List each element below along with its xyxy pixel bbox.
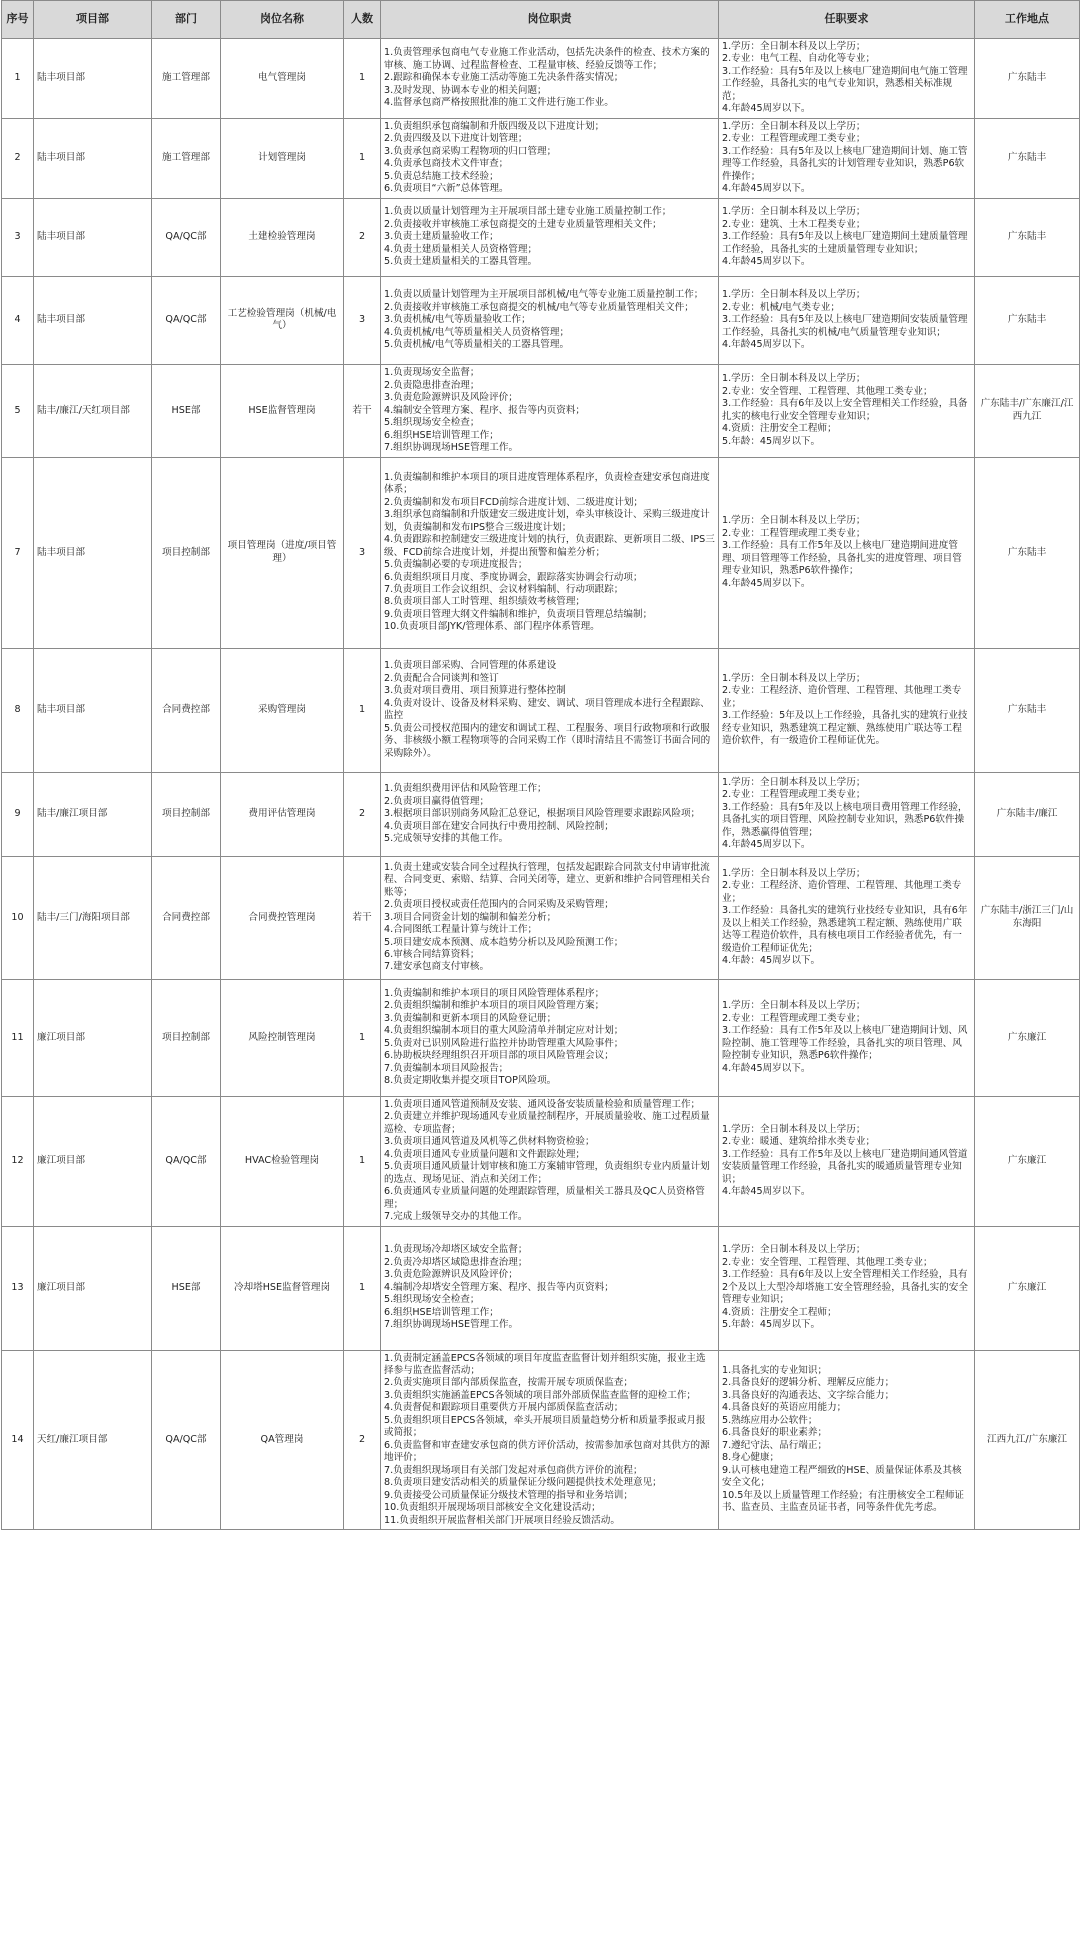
requirements-cell [719, 1350, 975, 1530]
project-cell: 陆丰项目部 [34, 118, 152, 198]
requirement-line: 3.工作经验：具有5年及以上核电厂建造期间电气施工管理工作经验，具备扎实的电气专业知识，熟悉相关标准规范； [722, 65, 968, 102]
duty-line: 7.负责组织现场项目有关部门发起对承包商供方评价的流程； [384, 1464, 643, 1476]
duty-line: 6.组织HSE培训管理工作； [384, 429, 499, 441]
position-cell: QA管理岗 [221, 1350, 344, 1530]
requirement-line: 1.学历：全日制本科及以上学历； [722, 776, 866, 788]
requirement-line: 1.学历：全日制本科及以上学历； [722, 867, 866, 879]
table-row [2, 856, 1080, 979]
duty-line: 7.完成上级领导交办的其他工作。 [384, 1211, 528, 1223]
duties-cell [381, 772, 719, 856]
duty-line: 7.组织协调现场HSE管理工作。 [384, 441, 519, 453]
duty-line: 3.负责机械/电气等质量验收工作； [384, 314, 531, 326]
duty-line: 7.负责编制本项目风险报告； [384, 1062, 509, 1074]
duty-line: 2.负责隐患排查治理； [384, 379, 480, 391]
location-cell: 广东陆丰 [975, 39, 1080, 119]
row-number: 8 [2, 648, 34, 772]
requirement-line: 1.学历：全日制本科及以上学历； [722, 1244, 866, 1256]
requirement-line: 2.专业：安全管理、工程管理、其他理工类专业； [722, 385, 933, 397]
duty-line: 7.负责项目工作会议组织、会议材料编制、行动项跟踪； [384, 583, 624, 595]
location-cell: 广东陆丰 [975, 457, 1080, 648]
requirement-line: 4.年龄45周岁以下。 [722, 1186, 811, 1198]
requirement-line: 7.遵纪守法、品行端正； [722, 1439, 828, 1451]
table-row [2, 276, 1080, 364]
duties-cell [381, 1226, 719, 1350]
duties-cell [381, 39, 719, 119]
duty-line: 4.负责机械/电气等质量相关人员资格管理； [384, 326, 570, 338]
project-cell: 陆丰/廉江/天红项目部 [34, 364, 152, 457]
requirement-line: 1.学历：全日制本科及以上学历； [722, 373, 866, 385]
duty-line: 5.负责对已识别风险进行监控并协助管理重大风险事件； [384, 1037, 624, 1049]
duty-line: 5.组织现场安全检查； [384, 417, 480, 429]
duty-line: 9.负责项目管理大纲文件编制和维护，负责项目管理总结编制； [384, 608, 653, 620]
duty-line: 7.建安承包商支付审核。 [384, 961, 490, 973]
duty-line: 1.负责制定涵盖EPCS各领域的项目年度监查监督计划并组织实施，报业主选择参与监查监督活动； [384, 1352, 706, 1376]
requirement-line: 2.专业：工程经济、造价管理、工程管理、其他理工类专业； [722, 880, 962, 904]
position-cell: HVAC检验管理岗 [221, 1096, 344, 1226]
department-cell: 项目控制部 [152, 979, 221, 1096]
requirement-line: 3.具备良好的沟通表达、文字综合能力； [722, 1389, 895, 1401]
requirement-line: 1.学历：全日制本科及以上学历； [722, 515, 866, 527]
requirements-cell [719, 979, 975, 1096]
requirement-line: 1.学历：全日制本科及以上学历； [722, 1000, 866, 1012]
duty-line: 5.完成领导安排的其他工作。 [384, 833, 509, 845]
requirement-line: 1.学历：全日制本科及以上学历； [722, 120, 866, 132]
col-header-dept: 部门 [152, 1, 221, 39]
duty-line: 5.负责机械/电气等质量相关的工器具管理。 [384, 339, 570, 351]
requirement-line: 5.熟练应用办公软件； [722, 1414, 818, 1426]
location-cell: 广东廉江 [975, 1096, 1080, 1226]
requirement-line: 4.年龄45周岁以下。 [722, 339, 811, 351]
requirement-line: 3.工作经验：具有5年及以上核电项目费用管理工作经验，具备扎实的项目管理、风险控制专业知识，熟悉P6软件操作，熟悉赢得值管理； [722, 801, 968, 838]
location-cell: 江西九江/广东廉江 [975, 1350, 1080, 1530]
duty-line: 1.负责组织承包商编制和升版四级及以下进度计划； [384, 120, 605, 132]
table-row [2, 457, 1080, 648]
row-number: 4 [2, 276, 34, 364]
requirement-line: 10.5年及以上质量管理工作经验；有注册核安全工程师证书、监查员、主监查员证书者，同等条件优先考虑。 [722, 1489, 965, 1514]
duty-line: 5.负责公司授权范围内的建安和调试工程、工程服务、项目行政物项和行政服务、非核级小额工程物项等的合同采购工作（即时清结且不需签订书面合同的采购除外）。 [384, 722, 711, 759]
col-header-location: 工作地点 [975, 1, 1080, 39]
requirement-line: 2.专业：建筑、土木工程类专业； [722, 218, 866, 230]
row-number: 10 [2, 856, 34, 979]
duty-line: 10.负责项目部JYK/管理体系、部门程序体系管理。 [384, 621, 600, 633]
duties-cell [381, 276, 719, 364]
table-row [2, 1226, 1080, 1350]
duty-line: 6.组织HSE培训管理工作； [384, 1306, 499, 1318]
requirements-cell [719, 856, 975, 979]
location-cell: 广东陆丰 [975, 198, 1080, 276]
col-header-count: 人数 [344, 1, 381, 39]
requirement-line: 3.工作经验：具有工作5年及以上核电厂建造期间进度管理、项目管理等工作经验，具备扎实的进度管理、项目管理专业知识，熟悉P6软件操作； [722, 540, 962, 577]
duty-line: 4.负责组织编制本项目的重大风险清单并制定应对计划； [384, 1025, 624, 1037]
duty-line: 3.及时发现、协调本专业的相关问题； [384, 84, 547, 96]
requirements-cell [719, 364, 975, 457]
col-header-requirements: 任职要求 [719, 1, 975, 39]
duty-line: 2.负责编制和发布项目FCD前综合进度计划、二级进度计划； [384, 496, 644, 508]
department-cell: QA/QC部 [152, 1350, 221, 1530]
department-cell: QA/QC部 [152, 1096, 221, 1226]
duty-line: 4.负责对设计、设备及材料采购、建安、调试、项目管理成本进行全程跟踪、监控 [384, 697, 710, 722]
duty-line: 8.负责定期收集并提交项目TOP风险项。 [384, 1075, 557, 1087]
department-cell: 施工管理部 [152, 39, 221, 119]
duty-line: 2.负责实施项目部内部质保监查，按需开展专项质保监查； [384, 1377, 633, 1389]
duty-line: 4.负责土建质量相关人员资格管理； [384, 243, 538, 255]
project-cell: 陆丰/廉江项目部 [34, 772, 152, 856]
requirement-line: 2.专业：机械/电气类专业； [722, 301, 840, 313]
duty-line: 2.负责接收并审核施工承包商提交的机械/电气等专业质量管理相关文件； [384, 301, 694, 313]
requirement-line: 3.工作经验：具有6年及以上安全管理相关工作经验，具备扎实的核电行业安全管理专业知识； [722, 398, 968, 422]
duty-line: 4.编制安全管理方案、程序、报告等内页资料； [384, 404, 586, 416]
duty-line: 3.负责承包商采购工程物项的归口管理； [384, 145, 557, 157]
requirement-line: 1.具备扎实的专业知识； [722, 1364, 828, 1376]
headcount-cell: 3 [344, 457, 381, 648]
requirements-cell [719, 1226, 975, 1350]
duty-line: 8.负责项目部人工时管理、组织绩效考核管理； [384, 596, 586, 608]
position-cell: 采购管理岗 [221, 648, 344, 772]
duty-line: 2.负责冷却塔区域隐患排查治理； [384, 1256, 528, 1268]
requirement-line: 3.工作经验：具有6年及以上安全管理相关工作经验，具有2个及以上大型冷却塔施工安全管理经验，具备扎实的安全管理专业知识； [722, 1269, 968, 1306]
project-cell: 廉江项目部 [34, 1096, 152, 1226]
duty-line: 4.负责项目部在建安合同执行中费用控制、风险控制； [384, 820, 614, 832]
project-cell: 陆丰项目部 [34, 198, 152, 276]
location-cell: 广东陆丰/广东廉江/江西九江 [975, 364, 1080, 457]
requirement-line: 4.年龄45周岁以下。 [722, 839, 811, 851]
requirement-line: 2.专业：工程管理或理工类专业； [722, 1012, 866, 1024]
position-cell: 费用评估管理岗 [221, 772, 344, 856]
requirements-cell [719, 772, 975, 856]
duty-line: 1.负责编制和维护本项目的项目进度管理体系程序，负责检查建安承包商进度体系； [384, 471, 710, 496]
duty-line: 1.负责现场安全监督； [384, 367, 480, 379]
duty-line: 1.负责以质量计划管理为主开展项目部土建专业施工质量控制工作； [384, 206, 672, 218]
duty-line: 2.负责项目赢得值管理； [384, 795, 490, 807]
duties-cell [381, 118, 719, 198]
duty-line: 4.负责承包商技术文件审查； [384, 158, 509, 170]
duty-line: 2.负责四级及以下进度计划管理； [384, 133, 528, 145]
duty-line: 3.根据项目部识别商务风险汇总登记，根据项目风险管理要求跟踪风险项； [384, 808, 701, 820]
project-cell: 陆丰/三门/海阳项目部 [34, 856, 152, 979]
requirement-line: 5.年龄：45周岁以下。 [722, 1319, 821, 1331]
table-row [2, 1350, 1080, 1530]
requirement-line: 3.工作经验：具有工作5年及以上核电厂建造期间通风管道安装质量管理工作经验，具备扎实的暖通质量管理专业知识； [722, 1148, 968, 1185]
headcount-cell: 3 [344, 276, 381, 364]
requirement-line: 2.专业：工程经济、造价管理、工程管理、其他理工类专业； [722, 685, 962, 709]
project-cell: 廉江项目部 [34, 979, 152, 1096]
location-cell: 广东陆丰/廉江 [975, 772, 1080, 856]
duty-line: 2.跟踪和确保本专业施工活动等施工先决条件落实情况； [384, 72, 624, 84]
col-header-position: 岗位名称 [221, 1, 344, 39]
duties-cell [381, 364, 719, 457]
duties-cell [381, 198, 719, 276]
duty-line: 5.负责土建质量相关的工器具管理。 [384, 256, 538, 268]
position-cell: 风险控制管理岗 [221, 979, 344, 1096]
duty-line: 1.负责项目通风管道预制及安装、通风设备安装质量检验和质量管理工作； [384, 1098, 701, 1110]
duty-line: 1.负责现场冷却塔区域安全监督； [384, 1244, 528, 1256]
department-cell: 项目控制部 [152, 772, 221, 856]
duty-line: 5.负责项目通风质量计划审核和施工方案辅审管理，负责组织专业内质量计划的选点、现场见证、消点和关闭工作； [384, 1161, 710, 1185]
position-cell: 合同费控管理岗 [221, 856, 344, 979]
duty-line: 3.负责项目通风管道及风机等乙供材料物资检验； [384, 1136, 595, 1148]
duties-cell [381, 856, 719, 979]
duty-line: 6.负责项目“六新”总体管理。 [384, 183, 509, 195]
requirements-cell [719, 1096, 975, 1226]
requirement-line: 1.学历：全日制本科及以上学历； [722, 1123, 866, 1135]
duty-line: 5.负责编制必要的专项进度报告； [384, 559, 528, 571]
requirement-line: 4.年龄45周岁以下。 [722, 183, 811, 195]
duty-line: 3.负责危险源辨识及风险评价； [384, 1269, 518, 1281]
row-number: 7 [2, 457, 34, 648]
duty-line: 5.负责组织项目EPCS各领域，牵头开展项目质量趋势分析和质量季报或月报或简报； [384, 1414, 706, 1439]
requirement-line: 3.工作经验：具有5年及以上核电厂建造期间安装质量管理工作经验，具备扎实的机械/电气质量管理专业知识； [722, 314, 968, 338]
headcount-cell: 2 [344, 198, 381, 276]
headcount-cell: 1 [344, 39, 381, 119]
requirement-line: 1.学历：全日制本科及以上学历； [722, 41, 866, 52]
row-number: 5 [2, 364, 34, 457]
duty-line: 3.负责组织实施涵盖EPCS各领域的项目部外部质保监查监督的迎检工作； [384, 1389, 697, 1401]
requirement-line: 4.资质：注册安全工程师； [722, 423, 837, 435]
department-cell: 合同费控部 [152, 856, 221, 979]
duty-line: 3.组织承包商编制和升版建安三级进度计划，牵头审核设计、采购三级进度计划，负责编制和发布IPS整合三级进度计划； [384, 509, 710, 533]
requirement-line: 4.年龄45周岁以下。 [722, 103, 811, 115]
requirement-line: 3.工作经验：具有工作5年及以上核电厂建造期间计划、风险控制、施工管理等工作经验，具备扎实的项目管理、风险控制专业知识，熟悉P6软件操作； [722, 1025, 968, 1062]
duty-line: 3.负责对项目费用、项目预算进行整体控制 [384, 685, 566, 697]
duty-line: 4.负责项目通风专业质量问题和文件跟踪处理； [384, 1148, 586, 1160]
position-cell: 项目管理岗（进度/项目管理） [221, 457, 344, 648]
headcount-cell: 2 [344, 772, 381, 856]
department-cell: QA/QC部 [152, 276, 221, 364]
duty-line: 3.负责土建质量验收工作； [384, 231, 499, 243]
table-row [2, 39, 1080, 119]
row-number: 13 [2, 1226, 34, 1350]
duty-line: 1.负责项目部采购、合同管理的体系建设 [384, 660, 557, 672]
headcount-cell: 1 [344, 118, 381, 198]
requirement-line: 2.专业：工程管理或理工类专业； [722, 527, 866, 539]
table-body [2, 39, 1080, 1530]
requirement-line: 1.学历：全日制本科及以上学历； [722, 206, 866, 218]
headcount-cell: 1 [344, 648, 381, 772]
requirement-line: 4.资质：注册安全工程师； [722, 1306, 837, 1318]
duties-cell [381, 648, 719, 772]
table-row [2, 648, 1080, 772]
requirement-line: 4.年龄45周岁以下。 [722, 577, 811, 589]
headcount-cell: 2 [344, 1350, 381, 1530]
table-row [2, 772, 1080, 856]
location-cell: 广东廉江 [975, 979, 1080, 1096]
requirement-line: 2.专业：工程管理或理工类专业； [722, 789, 866, 801]
requirement-line: 2.具备良好的逻辑分析、理解反应能力； [722, 1377, 895, 1389]
requirement-line: 9.认可核电建造工程严细致的HSE、质量保证体系及其核安全文化； [722, 1464, 962, 1489]
headcount-cell: 1 [344, 979, 381, 1096]
table-row [2, 118, 1080, 198]
requirements-cell [719, 198, 975, 276]
requirement-line: 5.年龄：45周岁以下。 [722, 435, 821, 447]
duty-line: 1.负责以质量计划管理为主开展项目部机械/电气等专业施工质量控制工作； [384, 289, 704, 301]
department-cell: 施工管理部 [152, 118, 221, 198]
duty-line: 10.负责组织开展现场项目部核安全文化建设活动； [384, 1502, 601, 1514]
table-row [2, 198, 1080, 276]
duty-line: 1.负责管理承包商电气专业施工作业活动，包括先决条件的检查、技术方案的审核、施工协调、过程监督检查、工程量审核、经验反馈等工作； [384, 47, 710, 71]
position-cell: 工艺检验管理岗（机械/电气） [221, 276, 344, 364]
col-header-project: 项目部 [34, 1, 152, 39]
duty-line: 6.协助板块经理组织召开项目部的项目风险管理会议； [384, 1050, 614, 1062]
requirements-cell [719, 118, 975, 198]
row-number: 3 [2, 198, 34, 276]
requirement-line: 4.具备良好的英语应用能力； [722, 1402, 847, 1414]
duty-line: 5.组织现场安全检查； [384, 1294, 480, 1306]
requirement-line: 8.身心健康； [722, 1452, 780, 1464]
project-cell: 陆丰项目部 [34, 648, 152, 772]
col-header-no: 序号 [2, 1, 34, 39]
requirements-cell [719, 39, 975, 119]
duty-line: 4.编制冷却塔安全管理方案、程序、报告等内页资料； [384, 1281, 614, 1293]
duty-line: 6.负责监督和审查建安承包商的供方评价活动，按需参加承包商对其供方的源地评价； [384, 1439, 710, 1464]
duty-line: 5.负责总结施工技术经验； [384, 170, 499, 182]
col-header-duties: 岗位职责 [381, 1, 719, 39]
location-cell: 广东陆丰 [975, 648, 1080, 772]
headcount-cell: 若干 [344, 856, 381, 979]
requirement-line: 2.专业：工程管理或理工类专业； [722, 133, 866, 145]
duties-cell [381, 979, 719, 1096]
requirement-line: 1.学历：全日制本科及以上学历； [722, 672, 866, 684]
department-cell: 项目控制部 [152, 457, 221, 648]
headcount-cell: 1 [344, 1226, 381, 1350]
requirement-line: 3.工作经验：具有5年及以上核电厂建造期间土建质量管理工作经验，具备扎实的土建质量管理专业知识； [722, 231, 968, 255]
duty-line: 5.项目建安成本预测、成本趋势分析以及风险预测工作； [384, 936, 624, 948]
project-cell: 天红/廉江项目部 [34, 1350, 152, 1530]
duty-line: 7.组织协调现场HSE管理工作。 [384, 1319, 519, 1331]
duty-line: 6.负责组织项目月度、季度协调会，跟踪落实协调会行动项； [384, 571, 643, 583]
location-cell: 广东陆丰/浙江三门/山东海阳 [975, 856, 1080, 979]
header-row [2, 1, 1080, 39]
location-cell: 广东陆丰 [975, 276, 1080, 364]
requirement-line: 2.专业：电气工程、自动化等专业； [722, 53, 876, 65]
row-number: 11 [2, 979, 34, 1096]
row-number: 9 [2, 772, 34, 856]
table-row [2, 364, 1080, 457]
duty-line: 2.负责接收并审核施工承包商提交的土建专业质量管理相关文件； [384, 218, 662, 230]
requirement-line: 2.专业：暖通、建筑给排水类专业； [722, 1136, 876, 1148]
table-row [2, 1096, 1080, 1226]
requirement-line: 4.年龄45周岁以下。 [722, 1062, 811, 1074]
duty-line: 2.负责建立并维护现场通风专业质量控制程序，开展质量验收、施工过程质量巡检、专项监督； [384, 1111, 710, 1135]
requirement-line: 2.专业：安全管理、工程管理、其他理工类专业； [722, 1256, 933, 1268]
project-cell: 陆丰项目部 [34, 39, 152, 119]
duty-line: 1.负责组织费用评估和风险管理工作； [384, 783, 547, 795]
duties-cell [381, 457, 719, 648]
position-cell: 冷却塔HSE监督管理岗 [221, 1226, 344, 1350]
duty-line: 2.负责组织编制和维护本项目的项目风险管理方案； [384, 1000, 605, 1012]
requirement-line: 3.工作经验：5年及以上工作经验，具备扎实的建筑行业技经专业知识，熟悉建筑工程定额、熟练使用广联达等工程造价软件，有一级造价工程师证优先。 [722, 710, 968, 747]
row-number: 1 [2, 39, 34, 119]
requirements-cell [719, 457, 975, 648]
recruitment-table [1, 0, 1080, 1530]
department-cell: QA/QC部 [152, 198, 221, 276]
requirements-cell [719, 276, 975, 364]
location-cell: 广东陆丰 [975, 118, 1080, 198]
department-cell: HSE部 [152, 1226, 221, 1350]
position-cell: 土建检验管理岗 [221, 198, 344, 276]
duty-line: 4.负责督促和跟踪项目重要供方开展内部质保监查活动； [384, 1402, 624, 1414]
duty-line: 4.合同图纸工程量计算与统计工作； [384, 924, 538, 936]
duties-cell [381, 1096, 719, 1226]
requirement-line: 3.工作经验：具备扎实的建筑行业技经专业知识，具有6年及以上相关工作经验，熟悉建筑工程定额、熟练使用广联达等工程造价软件，具有核电项目工作经验者优先，有一级造价工程师证优先； [722, 905, 968, 954]
headcount-cell: 若干 [344, 364, 381, 457]
duty-line: 2.负责项目授权或责任范围内的合同采购及采购管理； [384, 899, 614, 911]
duty-line: 3.负责编制和更新本项目的风险登记册； [384, 1012, 557, 1024]
duty-line: 8.负责项目建安活动相关的质量保证分级问题提供技术处理意见； [384, 1477, 662, 1489]
requirements-cell [719, 648, 975, 772]
duties-cell [381, 1350, 719, 1530]
requirement-line: 6.具备良好的职业素养； [722, 1427, 828, 1439]
position-cell: 计划管理岗 [221, 118, 344, 198]
row-number: 14 [2, 1350, 34, 1530]
project-cell: 廉江项目部 [34, 1226, 152, 1350]
project-cell: 陆丰项目部 [34, 457, 152, 648]
table-row [2, 979, 1080, 1096]
requirement-line: 4.年龄45周岁以下。 [722, 256, 811, 268]
department-cell: HSE部 [152, 364, 221, 457]
location-cell: 广东廉江 [975, 1226, 1080, 1350]
duty-line: 6.审核合同结算资料； [384, 948, 480, 960]
duty-line: 1.负责编制和维护本项目的项目风险管理体系程序； [384, 987, 605, 999]
requirement-line: 3.工作经验：具有5年及以上核电厂建造期间计划、施工管理等工作经验，具备扎实的计划管理专业知识，熟悉P6软件操作； [722, 145, 968, 182]
department-cell: 合同费控部 [152, 648, 221, 772]
position-cell: HSE监督管理岗 [221, 364, 344, 457]
duty-line: 4.负责跟踪和控制建安三级进度计划的执行，负责跟踪、更新项目二级、IPS三级、FCD前综合进度计划，并提出预警和偏差分析； [384, 534, 715, 558]
duty-line: 9.负责接受公司质量保证分级技术管理的指导和业务培训； [384, 1489, 633, 1501]
row-number: 12 [2, 1096, 34, 1226]
duty-line: 3.项目合同资金计划的编制和偏差分析； [384, 911, 557, 923]
row-number: 2 [2, 118, 34, 198]
requirement-line: 4.年龄：45周岁以下。 [722, 955, 821, 967]
headcount-cell: 1 [344, 1096, 381, 1226]
position-cell: 电气管理岗 [221, 39, 344, 119]
project-cell: 陆丰项目部 [34, 276, 152, 364]
duty-line: 3.负责危险源辨识及风险评价； [384, 392, 518, 404]
requirement-line: 1.学历：全日制本科及以上学历； [722, 289, 866, 301]
duty-line: 1.负责土建或安装合同全过程执行管理，包括发起跟踪合同款支付申请审批流程、合同变更、索赔、结算、合同关闭等，建立、更新和维护合同管理相关台账等； [384, 861, 711, 898]
duty-line: 4.监督承包商严格按照批准的施工文件进行施工作业。 [384, 97, 614, 109]
duty-line: 2.负责配合合同谈判和签订 [384, 672, 499, 684]
duty-line: 6.负责通风专业质量问题的处理跟踪管理，质量相关工器具及QC人员资格管理； [384, 1186, 705, 1210]
duty-line: 11.负责组织开展监督相关部门开展项目经验反馈活动。 [384, 1514, 620, 1526]
